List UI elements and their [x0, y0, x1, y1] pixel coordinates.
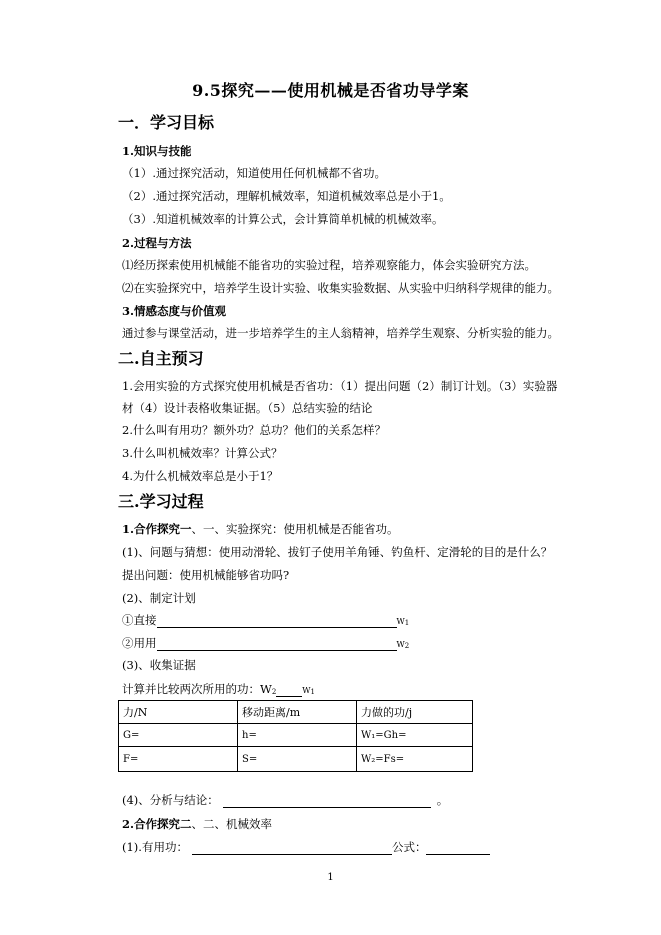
compare-subscript: 1 [310, 688, 315, 696]
preview-question: 1.会用实验的方式探究使用机械是否省功：（1）提出问题（2）制订计划。（3）实验器 [122, 379, 558, 393]
fill-in-blank[interactable] [192, 842, 392, 855]
table-cell[interactable]: F= [119, 747, 238, 772]
preview-question: 材（4）设计表格收集证据。（5）总结实验的结论 [122, 401, 373, 415]
objective-line: ⑵在实验探究中，培养学生设计实验、收集实验数据、从实验中归纳科学规律的能力。 [122, 281, 559, 295]
compare-text: 计算并比较两次所用的功：W [122, 682, 272, 696]
process-line: 提出问题：使用机械能够省功吗? [122, 568, 290, 582]
preview-question: 4.为什么机械效率总是小于1？ [122, 469, 279, 483]
table-header-cell: 力/N [119, 701, 238, 724]
formula-label: 公式： [391, 840, 427, 854]
plan-use-line [122, 635, 409, 651]
compare-line [122, 681, 315, 697]
process-line: (2)、制定计划 [122, 591, 196, 605]
useful-work-line [122, 839, 490, 855]
cooperation-text: 、一、实验探究：使用机械是否能省功。 [191, 522, 399, 536]
preview-question: 3.什么叫机械效率？计算公式？ [122, 446, 283, 460]
analysis-label: (4)、分析与结论： [122, 793, 219, 807]
page-number: 1 [327, 872, 334, 883]
table-cell[interactable]: W₂=Fs= [357, 747, 473, 772]
fill-in-blank[interactable] [426, 842, 490, 855]
table-row [119, 724, 473, 747]
subheading-knowledge: 1.知识与技能 [122, 144, 192, 158]
section-heading-objectives: 一．学习目标 [118, 113, 215, 132]
table-cell[interactable]: S= [238, 747, 357, 772]
fill-in-blank[interactable] [157, 638, 397, 651]
table-cell[interactable]: W₁=Gh= [357, 724, 473, 747]
cooperation-text: 、二、机械效率 [191, 817, 273, 831]
cooperation-label: 2.合作探究二 [122, 817, 192, 831]
subheading-process: 2.过程与方法 [122, 236, 192, 250]
cooperation-line [122, 521, 399, 537]
analysis-line [122, 792, 448, 808]
compare-w: W [302, 686, 311, 695]
fill-in-blank[interactable] [276, 684, 302, 697]
table-row [119, 747, 473, 772]
table-cell[interactable]: h= [238, 724, 357, 747]
fill-in-blank[interactable] [223, 795, 431, 808]
w1-label: W [396, 617, 405, 626]
plan-direct-label: ①直接 [122, 613, 157, 627]
objective-line: 通过参与课堂活动，进一步培养学生的主人翁精神，培养学生观察、分析实验的能力。 [122, 326, 559, 340]
objective-line: （2）.通过探究活动，理解机械效率，知道机械效率总是小于1。 [122, 189, 451, 203]
objective-line: （1）.通过探究活动，知道使用任何机械都不省功。 [122, 166, 386, 180]
section-heading-preview: 二.自主预习 [118, 349, 204, 368]
subheading-attitude: 3.情感态度与价值观 [122, 304, 227, 318]
process-line: (1)、问题与猜想：使用动滑轮、拔钉子使用羊角锤、钓鱼杆、定滑轮的目的是什么？ [122, 545, 553, 559]
work-data-table [118, 700, 473, 772]
process-line: (3)、收集证据 [122, 658, 196, 672]
w2-label: W [396, 640, 405, 649]
plan-direct-line [122, 612, 409, 628]
cooperation-line [122, 816, 272, 832]
cooperation-label: 1.合作探究一 [122, 522, 192, 536]
objective-line: （3）.知道机械效率的计算公式，会计算简单机械的机械效率。 [122, 212, 444, 226]
preview-question: 2.什么叫有用功？额外功？总功？他们的关系怎样？ [122, 423, 386, 437]
compare-subscript: 2 [271, 688, 277, 696]
fill-in-blank[interactable] [157, 615, 397, 628]
section-heading-process: 三.学习过程 [118, 492, 204, 511]
objective-line: ⑴经历探索使用机械能不能省功的实验过程，培养观察能力，体会实验研究方法。 [122, 258, 536, 272]
table-header-cell: 移动距离/m [238, 701, 357, 724]
table-header-cell: 力做的功/j [357, 701, 473, 724]
analysis-period: 。 [436, 793, 449, 807]
w2-subscript: 2 [404, 642, 410, 650]
plan-use-label: ②用用 [122, 636, 157, 650]
table-header-row [119, 701, 473, 724]
useful-work-label: (1).有用功： [122, 840, 188, 854]
document-title: 9.5探究——使用机械是否省功导学案 [192, 81, 469, 100]
w1-subscript: 1 [404, 619, 410, 627]
table-cell[interactable]: G= [119, 724, 238, 747]
